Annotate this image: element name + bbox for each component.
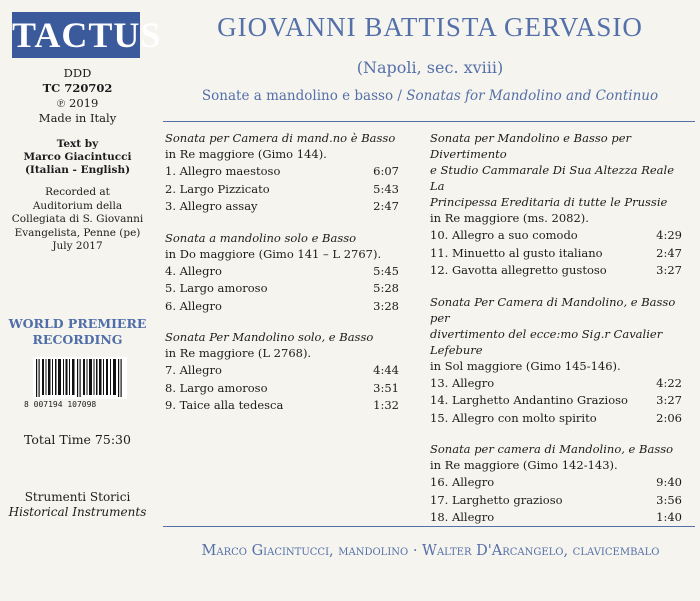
recorded-line: July 2017 <box>52 240 103 252</box>
text-by-lang: (Italian - English) <box>24 164 131 176</box>
track-row <box>430 245 682 263</box>
sonata-title: Sonata per Camera di mand.no è Basso <box>165 131 396 145</box>
track-row <box>430 262 682 280</box>
track-time: 5:28 <box>373 281 399 295</box>
track-time: 5:45 <box>373 263 399 278</box>
track-time: 9:40 <box>656 475 682 489</box>
track-name: 16. Allegro <box>430 475 495 489</box>
ddd-label: DDD <box>63 66 92 80</box>
track-time: 2:47 <box>373 199 399 213</box>
track-row <box>430 227 682 245</box>
track-name: 8. Largo amoroso <box>165 380 268 395</box>
track-row <box>430 410 682 428</box>
sonata-block <box>165 130 399 216</box>
performers <box>163 543 698 559</box>
tactus-logo: TACTUS <box>12 12 140 58</box>
track-time: 3:28 <box>373 298 399 313</box>
recorded-line: Evangelista, Penne (pe) <box>14 226 141 239</box>
track-name: 4. Allegro <box>165 263 222 278</box>
instruments-it: Strumenti Storici <box>24 490 131 504</box>
track-time: 4:44 <box>373 363 399 377</box>
track-time: 2:47 <box>656 245 682 260</box>
track-row <box>430 509 682 527</box>
track-row <box>165 163 399 181</box>
track-row <box>165 397 399 415</box>
track-time: 3:51 <box>373 380 399 395</box>
instruments-en: Historical Instruments <box>8 505 147 519</box>
track-name: 14. Larghetto Andantino Grazioso <box>430 393 628 407</box>
barcode <box>33 357 127 399</box>
recorded-line: Recorded at <box>45 186 110 198</box>
track-row <box>430 474 682 492</box>
sonata-block <box>430 294 682 428</box>
text-by-name: Marco Giacintucci <box>23 151 132 163</box>
track-row <box>430 375 682 393</box>
track-row <box>165 362 399 380</box>
track-name: 7. Allegro <box>165 363 222 377</box>
sonata-key: in Re maggiore (L 2768). <box>165 346 312 360</box>
recorded-line: Collegiata di S. Giovanni <box>11 213 144 225</box>
track-time: 1:40 <box>656 510 682 524</box>
track-row <box>165 198 399 216</box>
track-time: 4:22 <box>656 375 682 390</box>
track-row <box>430 492 682 510</box>
sonata-title: Sonata per Mandolino e Basso per Divertimento <box>430 131 631 161</box>
catalog-number: TC 720702 <box>42 81 113 95</box>
track-name: 2. Largo Pizzicato <box>165 181 270 196</box>
sonata-block <box>430 441 682 527</box>
track-row <box>165 263 399 281</box>
track-name: 13. Allegro <box>430 375 495 390</box>
sonata-block <box>430 130 682 280</box>
track-name: 12. Gavotta allegretto gustoso <box>430 263 607 277</box>
track-name: 6. Allegro <box>165 298 222 313</box>
track-row <box>165 298 399 316</box>
sonata-key: in Re maggiore (Gimo 142-143). <box>430 458 618 472</box>
track-name: 17. Larghetto grazioso <box>430 492 563 507</box>
track-name: 15. Allegro con molto spirito <box>430 410 597 425</box>
sonata-title: Sonata a mandolino solo e Basso <box>165 230 357 245</box>
sonata-block <box>165 329 399 415</box>
sonata-key: in Do maggiore (Gimo 141 – L 2767). <box>165 246 382 261</box>
premiere-line: WORLD PREMIERE <box>8 316 147 331</box>
track-time: 4:29 <box>656 228 682 242</box>
track-row <box>430 392 682 410</box>
track-column-right <box>430 130 682 541</box>
barcode-number: 8 007194 107098 <box>24 400 97 409</box>
sonata-title: Sonata per camera di Mandolino, e Basso <box>430 442 674 456</box>
track-time: 6:07 <box>373 164 399 178</box>
sonata-block <box>165 230 399 316</box>
performer-clavicembalo: Walter D'Arcangelo, clavicembalo <box>422 543 660 559</box>
total-time: Total Time 75:30 <box>24 432 131 447</box>
track-name: 18. Allegro <box>430 510 495 524</box>
track-row <box>165 181 399 199</box>
sonata-title: e Studio Cammarale Di Sua Altezza Reale La <box>430 163 674 193</box>
track-row <box>165 280 399 298</box>
composer-place: (Napoli, sec. xviii) <box>356 58 504 77</box>
track-time: 3:27 <box>656 263 682 277</box>
sonata-title: Sonata Per Camera di Mandolino, e Basso per <box>430 294 676 325</box>
album-title-it: Sonate a mandolino e basso / <box>201 88 402 104</box>
text-by-label: Text by <box>56 138 99 150</box>
instruments-block <box>0 490 155 520</box>
label-panel <box>0 0 162 601</box>
sonata-title: Sonata Per Mandolino solo, e Basso <box>165 330 374 344</box>
track-name: 10. Allegro a suo comodo <box>430 228 578 242</box>
recorded-line: Auditorium della <box>32 199 123 212</box>
total-time-block <box>0 432 155 447</box>
premiere-badge <box>0 316 155 348</box>
recording-info <box>0 186 155 254</box>
track-name: 1. Allegro maestoso <box>165 164 281 178</box>
sonata-title: divertimento del ecce:mo Sig.r Cavalier Lefebure <box>430 326 663 357</box>
composer-name: GIOVANNI BATTISTA GERVASIO <box>217 12 643 42</box>
track-time: 3:27 <box>656 393 682 407</box>
track-time: 2:06 <box>656 410 682 425</box>
header-rule <box>163 121 695 122</box>
track-name: 9. Taice alla tedesca <box>165 398 284 412</box>
track-time: 1:32 <box>373 398 399 412</box>
sonata-key: in Re maggiore (Gimo 144). <box>165 147 327 161</box>
album-title-en: Sonatas for Mandolino and Continuo <box>406 88 659 104</box>
sonata-key: in Re maggiore (ms. 2082). <box>430 211 589 225</box>
track-name: 3. Allegro assay <box>165 199 258 213</box>
premiere-line: RECORDING <box>32 332 123 347</box>
made-in: Made in Italy <box>38 111 117 125</box>
copyright-year: ℗ 2019 <box>56 96 99 110</box>
track-time: 3:56 <box>656 492 682 507</box>
track-name: 5. Largo amoroso <box>165 281 268 295</box>
sonata-title: Principessa Ereditaria di tutte le Prussie <box>430 195 668 209</box>
performer-mandolino: Marco Giacintucci, mandolino <box>201 543 409 559</box>
performer-separator: · <box>408 543 423 559</box>
text-by-block <box>0 138 155 177</box>
sonata-key: in Sol maggiore (Gimo 145-146). <box>430 358 621 373</box>
catalog-info <box>0 66 155 126</box>
track-row <box>165 380 399 398</box>
track-name: 11. Minuetto al gusto italiano <box>430 245 603 260</box>
album-title <box>165 88 695 104</box>
track-time: 5:43 <box>373 181 399 196</box>
track-column-left <box>165 130 399 429</box>
